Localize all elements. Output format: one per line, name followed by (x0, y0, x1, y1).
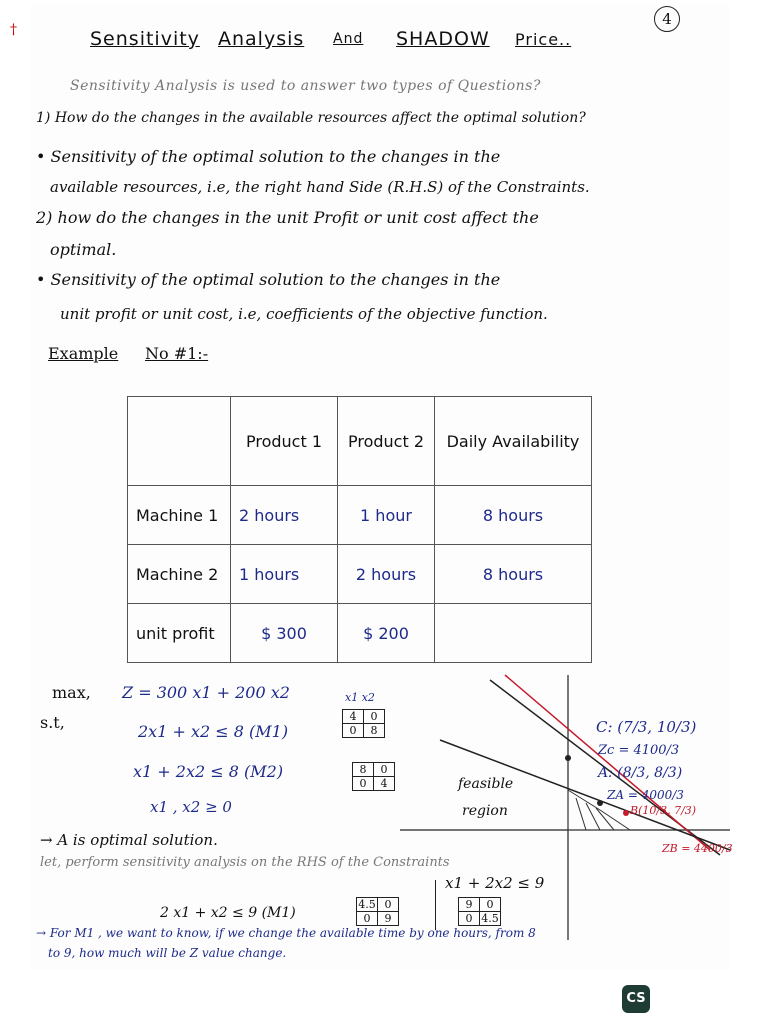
grid-cell: 0 (364, 710, 385, 724)
grid-cell: 0 (374, 763, 395, 777)
page-number: 4 (654, 6, 680, 32)
grid-cell: 0 (378, 898, 399, 912)
nonnegativity: x1 , x2 ≥ 0 (150, 798, 232, 816)
table-row (128, 486, 592, 545)
bullet-2-line-2: unit profit or unit cost, i.e, coefficients of the objective function. (60, 305, 548, 323)
table-header-row (128, 397, 592, 486)
za-value: ZA = 4000/3 (607, 788, 684, 802)
subject-to-label: s.t, (40, 713, 65, 732)
optimal-statement: → A is optimal solution. (40, 831, 218, 849)
point-a-label: A: (8/3, 8/3) (598, 765, 683, 781)
title-word-and: And (333, 31, 364, 47)
table-cell: 1 hours (231, 545, 338, 604)
new-constraint-m1: 2 x1 + x2 ≤ 9 (M1) (160, 905, 296, 921)
zb-value: ZB = 4400/3 (662, 842, 733, 855)
point-c-label: C: (7/3, 10/3) (596, 718, 697, 736)
grid-cell: 4.5 (358, 898, 376, 911)
grid-header: x1 x2 (345, 691, 375, 704)
objective-function: Z = 300 x1 + 200 x2 (122, 683, 290, 702)
table-cell: 8 hours (435, 545, 592, 604)
grid-cell: 0 (357, 912, 378, 926)
point-b-marker (623, 810, 629, 816)
grid-cell: 8 (353, 763, 374, 777)
divider (435, 880, 436, 930)
table-row (128, 604, 592, 663)
title-word-shadow: SHADOW (396, 28, 490, 50)
margin-mark: † (10, 22, 17, 38)
production-table (127, 396, 592, 663)
hatch (576, 798, 586, 830)
table-cell (435, 604, 592, 663)
grid-cell: 0 (343, 724, 364, 738)
region-label: region (462, 803, 508, 819)
constraint-m1: 2x1 + x2 ≤ 8 (M1) (138, 722, 289, 741)
intro-line: Sensitivity Analysis is used to answer two types of Questions? (70, 78, 541, 94)
grid-cell: 4.5 (481, 912, 499, 925)
table-cell: unit profit (128, 604, 231, 663)
intercept-grid-m2 (352, 762, 395, 791)
table-cell: 2 hours (231, 486, 338, 545)
m1-shifted-line (505, 675, 710, 850)
perform-statement: let, perform sensitivity analysis on the RHS of the Constraints (40, 855, 450, 870)
intercept-grid-new-m1 (356, 897, 399, 926)
table-cell: Machine 2 (128, 545, 231, 604)
note-line-1: → For M1 , we want to know, if we change the available time by one hours, from 8 (36, 926, 536, 940)
grid-cell: 9 (378, 912, 399, 926)
bullet-2-line-1: • Sensitivity of the optimal solution to the changes in the (36, 270, 501, 289)
example-number: No #1:- (145, 344, 209, 363)
camscanner-logo: CS (622, 985, 650, 1013)
m2-line (440, 740, 730, 850)
title-word-price: Price.. (515, 30, 572, 49)
table-row (128, 545, 592, 604)
table-cell: 8 hours (435, 486, 592, 545)
intercept-grid-new-m2 (458, 897, 501, 926)
table-header (128, 397, 231, 486)
question-2-line-1: 2) how do the changes in the unit Profit or unit cost affect the (36, 208, 539, 227)
grid-cell: 4 (343, 710, 364, 724)
question-2-line-2: optimal. (50, 240, 117, 259)
feasible-label: feasible (458, 776, 514, 792)
zc-value: Zc = 4100/3 (598, 743, 680, 758)
intercept-grid-m1 (342, 709, 385, 738)
grid-cell: 0 (459, 912, 480, 926)
grid-cell: 8 (364, 724, 385, 738)
grid-cell: 4 (374, 777, 395, 791)
table-cell: $ 200 (338, 604, 435, 663)
title-word-analysis: Analysis (218, 28, 305, 50)
grid-cell: 0 (353, 777, 374, 791)
point-c-marker (565, 755, 571, 761)
table-header: Product 1 (231, 397, 338, 486)
bullet-1-line-2: available resources, i.e, the right hand Side (R.H.S) of the Constraints. (50, 178, 590, 196)
table-cell: $ 300 (231, 604, 338, 663)
table-header: Product 2 (338, 397, 435, 486)
example-label: Example (48, 344, 119, 363)
table-cell: Machine 1 (128, 486, 231, 545)
table-header: Daily Availability (435, 397, 592, 486)
point-b-label: B(10/3, 7/3) (630, 804, 697, 817)
objective-label: max, (52, 683, 91, 702)
title-word-sensitivity: Sensitivity (90, 28, 200, 50)
note-line-2: to 9, how much will be Z value change. (48, 946, 287, 960)
question-1: 1) How do the changes in the available resources affect the optimal solution? (36, 110, 586, 126)
table-cell: 2 hours (338, 545, 435, 604)
point-a-marker (597, 800, 603, 806)
hatch (586, 803, 600, 830)
grid-cell: 9 (459, 898, 480, 912)
constraint-m2: x1 + 2x2 ≤ 8 (M2) (133, 762, 284, 781)
new-constraint-m2: x1 + 2x2 ≤ 9 (445, 874, 545, 892)
table-cell: 1 hour (338, 486, 435, 545)
bullet-1-line-1: • Sensitivity of the optimal solution to the changes in the (36, 147, 501, 166)
grid-cell: 0 (480, 898, 501, 912)
